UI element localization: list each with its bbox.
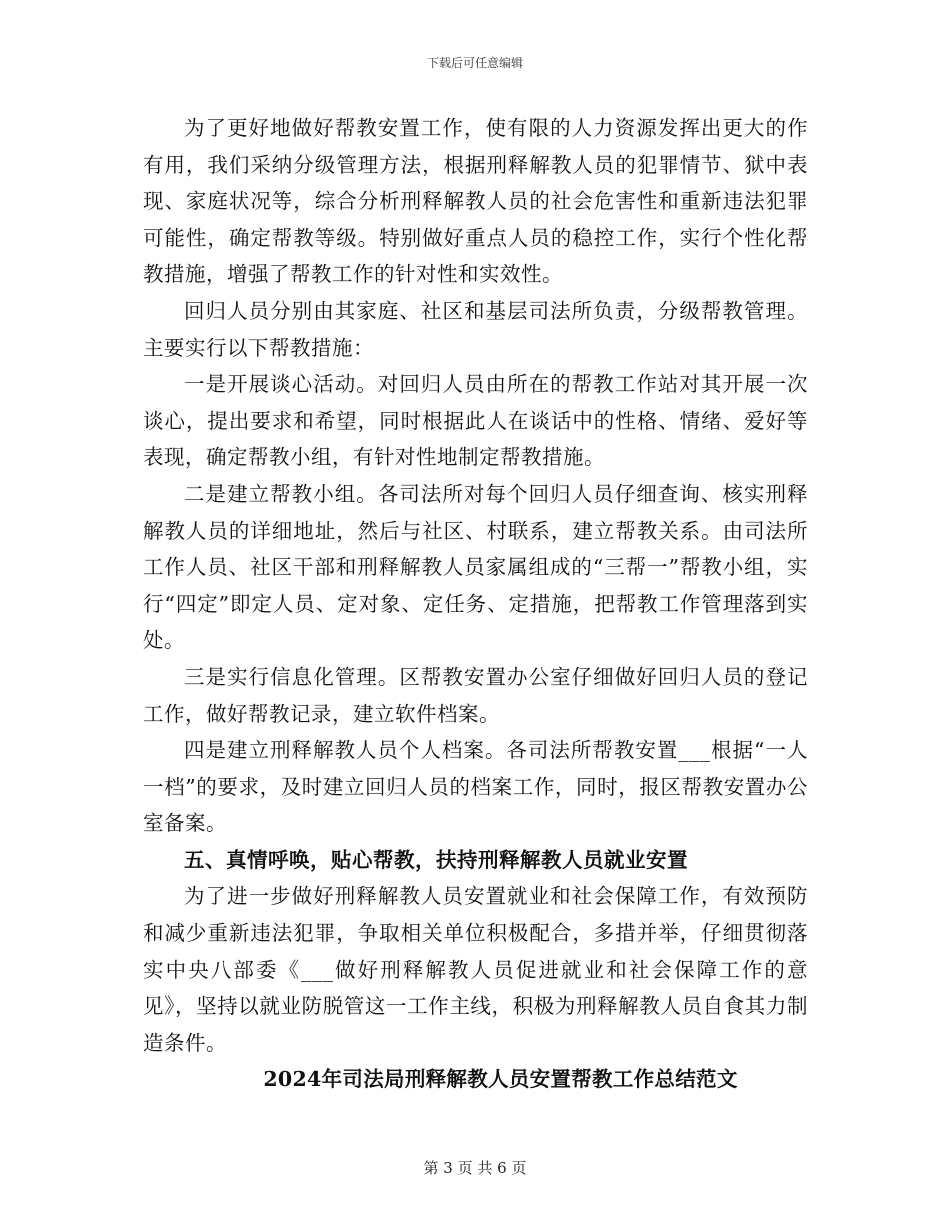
paragraph-returnees-responsibility: 回归人员分别由其家庭、社区和基层司法所负责，分级帮教管理。主要实行以下帮教措施：: [143, 298, 808, 360]
paragraph-assistance-group: 二是建立帮教小组。各司法所对每个回归人员仔细查询、核实刑释解教人员的详细地址，然后与社区、村联系，建立帮教关系。由司法所工作人员、社区干部和刑释解教人员家属组成的“三帮一”帮教小组，实行“四定”即定人员、定对象、定任务、定措施，把帮教工作管理落到实处。: [143, 481, 808, 653]
paragraph-personal-archives: 四是建立刑释解教人员个人档案。各司法所帮教安置___根据“一人一档”的要求，及时建立回归人员的档案工作，同时，报区帮教安置办公室备案。: [143, 738, 808, 836]
document-title: 2024年司法局刑释解教人员安置帮教工作总结范文: [263, 1067, 738, 1092]
paragraph-grading-management: 为了更好地做好帮教安置工作，使有限的人力资源发挥出更大的作有用，我们采纳分级管理方法，根据刑释解教人员的犯罪情节、狱中表现、家庭状况等，综合分析刑释解教人员的社会危害性和重新违法犯罪可能性，确定帮教等级。特别做好重点人员的稳控工作，实行个性化帮教措施，增强了帮教工作的针对性和实效性。: [143, 116, 808, 287]
page-number: 第 3 页 共 6 页: [423, 1159, 527, 1177]
paragraph-information-management: 三是实行信息化管理。区帮教安置办公室仔细做好回归人员的登记工作，做好帮教记录，建立软件档案。: [143, 664, 808, 726]
paragraph-employment: 为了进一步做好刑释解教人员安置就业和社会保障工作，有效预防和减少重新违法犯罪，争取相关单位积极配合，多措并举，仔细贯彻落实中央八部委《___做好刑释解教人员促进就业和社会保障工作的意见》，坚持以就业防脱管这一工作主线，积极为刑释解教人员自食其力制造条件。: [143, 884, 808, 1055]
section-heading: 五、真情呼唤，贴心帮教，扶持刑释解教人员就业安置: [184, 847, 688, 872]
paragraph-heart-to-heart: 一是开展谈心活动。对回归人员由所在的帮教工作站对其开展一次谈心，提出要求和希望，同时根据此人在谈话中的性格、情绪、爱好等表现，确定帮教小组，有针对性地制定帮教措施。: [143, 372, 808, 470]
page-header: 下载后可任意编辑: [426, 56, 523, 70]
document-body: [143, 110, 808, 1098]
